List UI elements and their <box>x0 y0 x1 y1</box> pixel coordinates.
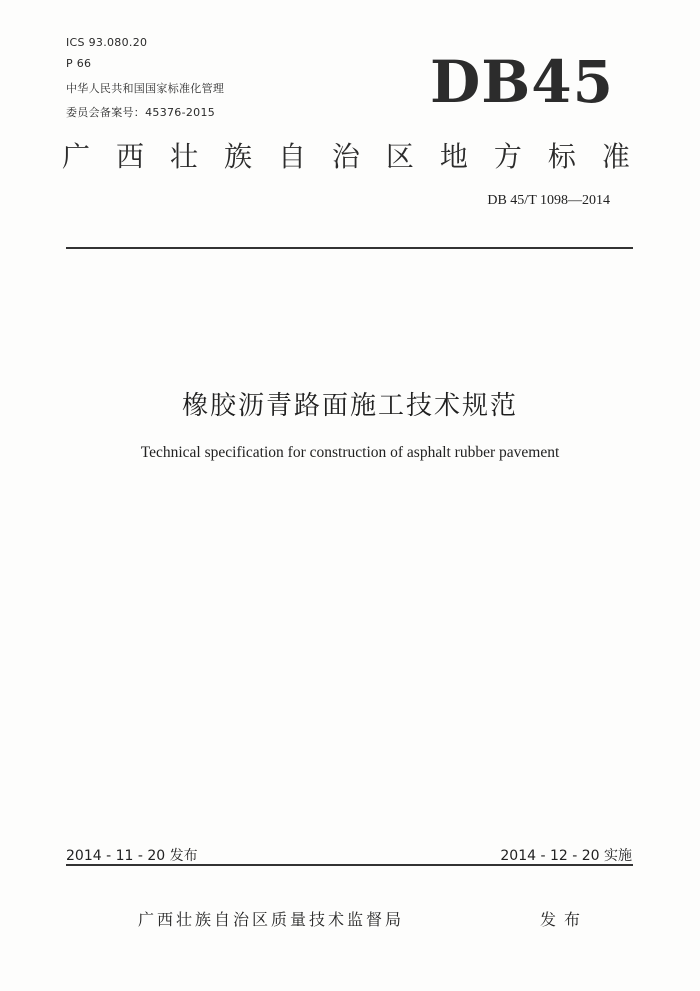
publisher-name: 广西壮族自治区质量技术监督局 <box>138 910 405 929</box>
standard-type-char: 族 <box>223 140 252 173</box>
standard-type-char: 标 <box>547 140 576 173</box>
document-title-en: Technical specification for construction of asphalt rubber pavement <box>140 444 560 461</box>
registration-number: 委员会备案号：45376-2015 <box>66 106 216 119</box>
standard-type-char: 准 <box>601 140 630 173</box>
standard-type-char: 区 <box>385 140 414 173</box>
effective-date: 2014 - 12 - 20 实施 <box>500 848 632 864</box>
db-code-logo: DB45 <box>429 48 614 116</box>
document-title-zh: 橡胶沥青路面施工技术规范 <box>181 391 518 421</box>
bottom-divider <box>66 864 633 866</box>
top-divider <box>66 247 633 249</box>
standard-type-char: 西 <box>115 140 144 173</box>
standard-type-char: 壮 <box>169 140 198 173</box>
publish-label: 发布 <box>540 910 589 929</box>
standard-type-char: 方 <box>493 140 522 173</box>
standard-type-char: 治 <box>331 140 360 173</box>
standard-number: DB 45/T 1098—2014 <box>487 193 610 208</box>
classification-code: P 66 <box>66 57 92 70</box>
authority-line: 中华人民共和国国家标准化管理 <box>66 82 225 95</box>
issue-date: 2014 - 11 - 20 发布 <box>66 848 198 864</box>
ics-code: ICS 93.080.20 <box>66 36 148 49</box>
standard-type-char: 广 <box>62 140 91 173</box>
standard-type-char: 自 <box>277 140 306 173</box>
standard-type-title <box>62 135 630 175</box>
standard-type-char: 地 <box>439 140 468 173</box>
